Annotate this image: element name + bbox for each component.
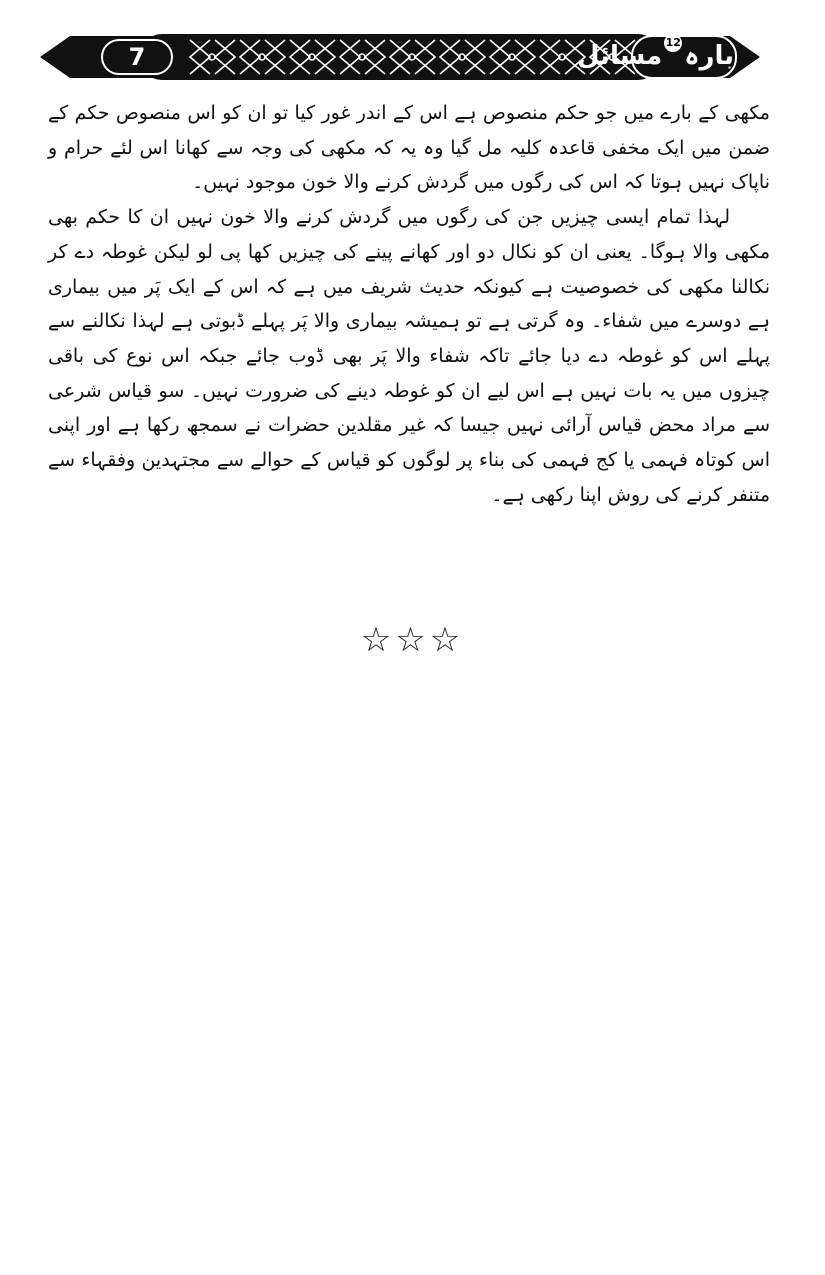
section-separator-stars: ☆☆☆ (360, 620, 465, 660)
paragraph-1: مکھی کے بارے میں جو حکم منصوص ہے اس کے اندر غور کیا تو ان کو اس منصوص حکم کے ضمن میں ایک مخفی قاعدہ کلیہ مل گیا وہ یہ کہ مکھی کی وجہ سے کھانا اس لئے حرام و ناپاک نہیں ہوتا کہ اس کی رگوں میں گردش کرنے والا خون موجود نہیں۔ (48, 102, 770, 194)
paragraph-2: لہذا تمام ایسی چیزیں جن کی رگوں میں گردش کرنے والا خون نہیں ان کا حکم بھی مکھی والا ہوگا۔ یعنی ان کو نکال دو اور کھانے پینے کی چیزیں کھا پی لو لیکن غوطہ دے کر نکالنا مکھی کی خصوصیت ہے کیونکہ حدیث شریف میں ہے کہ اس کے ایک پَر میں بیماری ہے دوسرے میں شفاء۔ وہ گرتی ہے تو ہمیشہ بیماری والا پَر پہلے ڈبوتی ہے لہذا نکالنے سے پہلے اس کو غوطہ دے دیا جائے تاکہ شفاء والا پَر بھی ڈوب جائے جبکہ اس نوع کی باقی چیزوں میں یہ بات نہیں ہے اس لیے ان کو غوطہ دینے کی ضرورت نہیں۔ سو قیاس شرعی سے مراد محض قیاس آرائی نہیں جیسا کہ غیر مقلدین حضرات نے سمجھ رکھا ہے اور اپنی اس کوتاہ فہمی یا کج فہمی کی بناء پر لوگوں کو قیاس کے حوالے سے مجتہدین وفقہاء سے متنفر کرنے کی روش اپنا رکھی ہے۔ (48, 206, 770, 506)
book-title (577, 34, 734, 78)
page-header (40, 30, 760, 84)
book-title-part-1: بارہ (684, 41, 734, 71)
book-title-part-2: مسائل (576, 41, 663, 71)
page-number: 7 (128, 43, 146, 71)
article-body (48, 96, 770, 512)
book-title-number-badge: 12 (664, 34, 682, 52)
